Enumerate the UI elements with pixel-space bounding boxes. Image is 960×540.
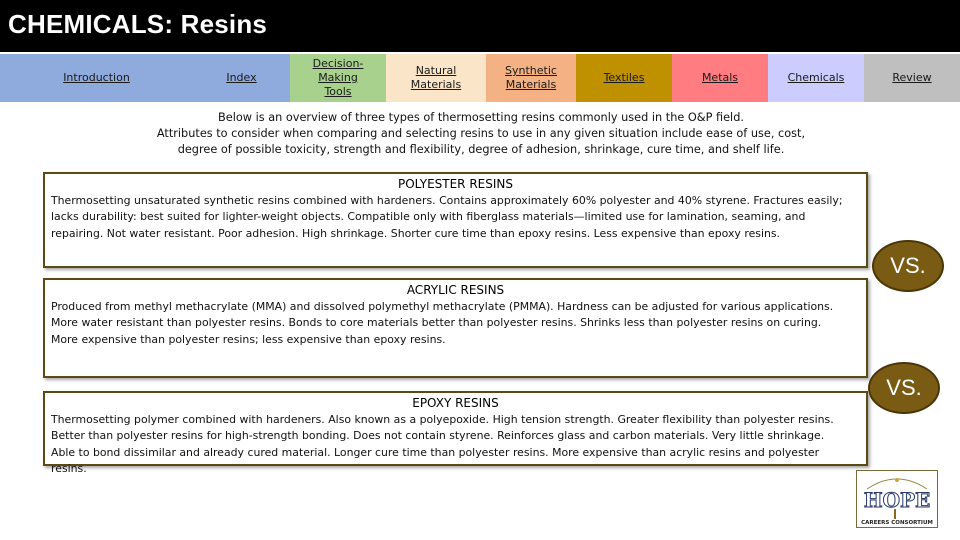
page-title: CHEMICALS: Resins	[8, 9, 268, 39]
text-line: lacks durability: best suited for lighter-weight objects. Compatible only with fiberglass materials—limited use for lamination, seaming, and	[51, 210, 806, 224]
tab-metals[interactable]: Metals	[672, 54, 768, 102]
tab-natural-materials[interactable]: Natural Materials	[386, 54, 486, 102]
text-line: Thermosetting unsaturated synthetic resins combined with hardeners. Contains approximately 60% polyester and 40% styrene. Fractures easily;	[51, 194, 843, 207]
polyester-description	[45, 191, 866, 242]
polyester-resins-box	[43, 172, 868, 268]
intro-text	[136, 110, 826, 158]
text-line: Produced from methyl methacrylate (MMA) and dissolved polymethyl methacrylate (PMMA). Hardness can be adjusted for various applications.	[51, 300, 834, 313]
vs-badge: VS.	[868, 362, 940, 414]
acrylic-resins-box	[43, 278, 868, 378]
epoxy-heading: EPOXY RESINS	[412, 396, 499, 410]
tab-decision-making-tools[interactable]: Decision-Making Tools	[290, 54, 386, 102]
logo-name: HOPE	[863, 488, 931, 512]
nav-bar	[0, 54, 960, 102]
tab-index[interactable]: Index	[193, 54, 290, 102]
acrylic-heading: ACRYLIC RESINS	[406, 283, 505, 297]
tab-synthetic-materials[interactable]: Synthetic Materials	[486, 54, 576, 102]
hope-logo-graphic	[857, 471, 937, 527]
title-bar	[0, 0, 960, 52]
text-line: repairing. Not water resistant. Poor adhesion. High shrinkage. Shorter cure time than epoxy resins. Less expensive than epoxy resins.	[51, 226, 781, 240]
hope-logo	[856, 470, 938, 528]
logo-subtitle: CAREERS CONSORTIUM	[861, 520, 933, 526]
text-line: More expensive than polyester resins; less expensive than epoxy resins.	[51, 332, 446, 346]
text-line: More water resistant than polyester resins. Bonds to core materials better than polyester resins. Shrinks less than polyester resins on curing.	[51, 316, 822, 330]
tab-chemicals[interactable]: Chemicals	[768, 54, 864, 102]
epoxy-description	[45, 410, 866, 477]
tab-textiles[interactable]: Textiles	[576, 54, 672, 102]
vs-badge: VS.	[872, 240, 944, 292]
tab-review[interactable]: Review	[864, 54, 960, 102]
intro-line: degree of possible toxicity, strength and flexibility, degree of adhesion, shrinkage, cure time, and shelf life.	[177, 143, 785, 156]
text-line: Better than polyester resins for high-strength bonding. Does not contain styrene. Reinforces glass and carbon materials. Very little shrinkage.	[51, 429, 825, 443]
text-line: resins.	[51, 461, 87, 475]
polyester-heading: POLYESTER RESINS	[397, 177, 514, 191]
intro-line: Attributes to consider when comparing and selecting resins to use in any given situation include ease of use, cost,	[156, 127, 806, 140]
acrylic-description	[45, 297, 866, 348]
text-line: Thermosetting polymer combined with hardeners. Also known as a polyepoxide. High tension strength. Greater flexibility than polyester resins.	[51, 413, 834, 426]
tab-introduction[interactable]: Introduction	[0, 54, 193, 102]
intro-line: Below is an overview of three types of thermosetting resins commonly used in the O&P field.	[218, 111, 744, 124]
epoxy-resins-box	[43, 391, 868, 475]
text-line: Able to bond dissimilar and already cured material. Longer cure time than polyester resins. More expensive than acrylic resins and polyester	[51, 445, 820, 459]
